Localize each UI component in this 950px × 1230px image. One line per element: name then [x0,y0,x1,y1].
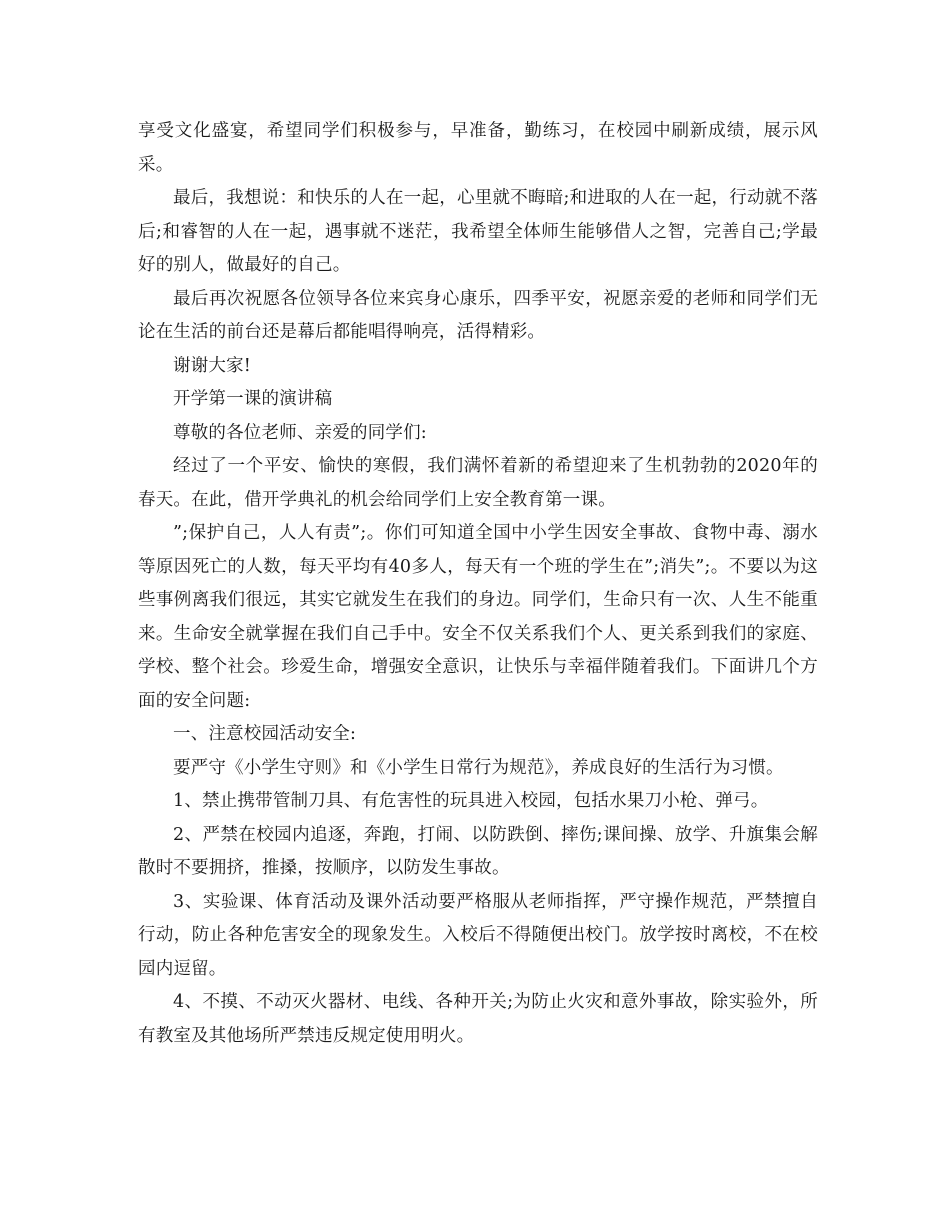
salutation: 尊敬的各位老师、亲爱的同学们: [173,422,427,443]
paragraph-rules: 要严守《小学生守则》和《小学生日常行为规范》，养成良好的生活行为习惯。 [173,757,784,778]
list-item-3: 3、实验课、体育活动及课外活动要严格服从老师指挥，严守操作规范，严禁擅自行动，防止各种危害安全的现象发生。入校后不得随便出校门。放学按时离校，不在校园内逗留。 [138,891,818,979]
paragraph-closing-thoughts: 最后，我想说：和快乐的人在一起，心里就不晦暗;和进取的人在一起，行动就不落后;和睿智的人在一起，遇事就不迷茫，我希望全体师生能够借人之智，完善自己;学最好的别人，做最好的自己。 [138,188,818,275]
paragraph-intro: 经过了一个平安、愉快的寒假，我们满怀着新的希望迎来了生机勃勃的2020年的春天。在此，借开学典礼的机会给同学们上安全教育第一课。 [138,456,818,510]
list-item-2: 2、严禁在校园内追逐，奔跑，打闹、以防跌倒、摔伤;课间操、放学、升旗集会解散时不要拥挤，推搡，按顺序，以防发生事故。 [138,824,818,878]
list-item-4: 4、不摸、不动灭火器材、电线、各种开关;为防止火灾和意外事故，除实验外，所有教室及其他场所严禁违反规定使用明火。 [138,992,818,1046]
section-title: 开学第一课的演讲稿 [173,389,333,409]
paragraph-safety-awareness: ”;保护自己，人人有责”;。你们可知道全国中小学生因安全事故、食物中毒、溺水等原因死亡的人数，每天平均有40多人，每天有一个班的学生在”;消失”;。不要以为这些事例离我们很远，其实它就发生在我们的身边。同学们，生命只有一次、人生不能重来。生命安全就掌握在我们自己手中。安全不仅关系我们个人、更关系到我们的家庭、学校、整个社会。珍爱生命，增强安全意识，让快乐与幸福伴随着我们。下面讲几个方面的安全问题: [138,523,818,711]
document-body [138,115,818,1053]
paragraph-wishes: 最后再次祝愿各位领导各位来宾身心康乐，四季平安，祝愿亲爱的老师和同学们无论在生活的前台还是幕后都能唱得响亮，活得精彩。 [138,288,818,342]
paragraph-continuation: 享受文化盛宴，希望同学们积极参与，早准备，勤练习，在校园中刷新成绩，展示风采。 [138,121,818,175]
paragraph-thanks: 谢谢大家! [173,355,252,376]
subheading-campus-safety: 一、注意校园活动安全: [173,724,357,744]
list-item-1: 1、禁止携带管制刀具、有危害性的玩具进入校园，包括水果刀小枪、弹弓。 [173,791,769,811]
